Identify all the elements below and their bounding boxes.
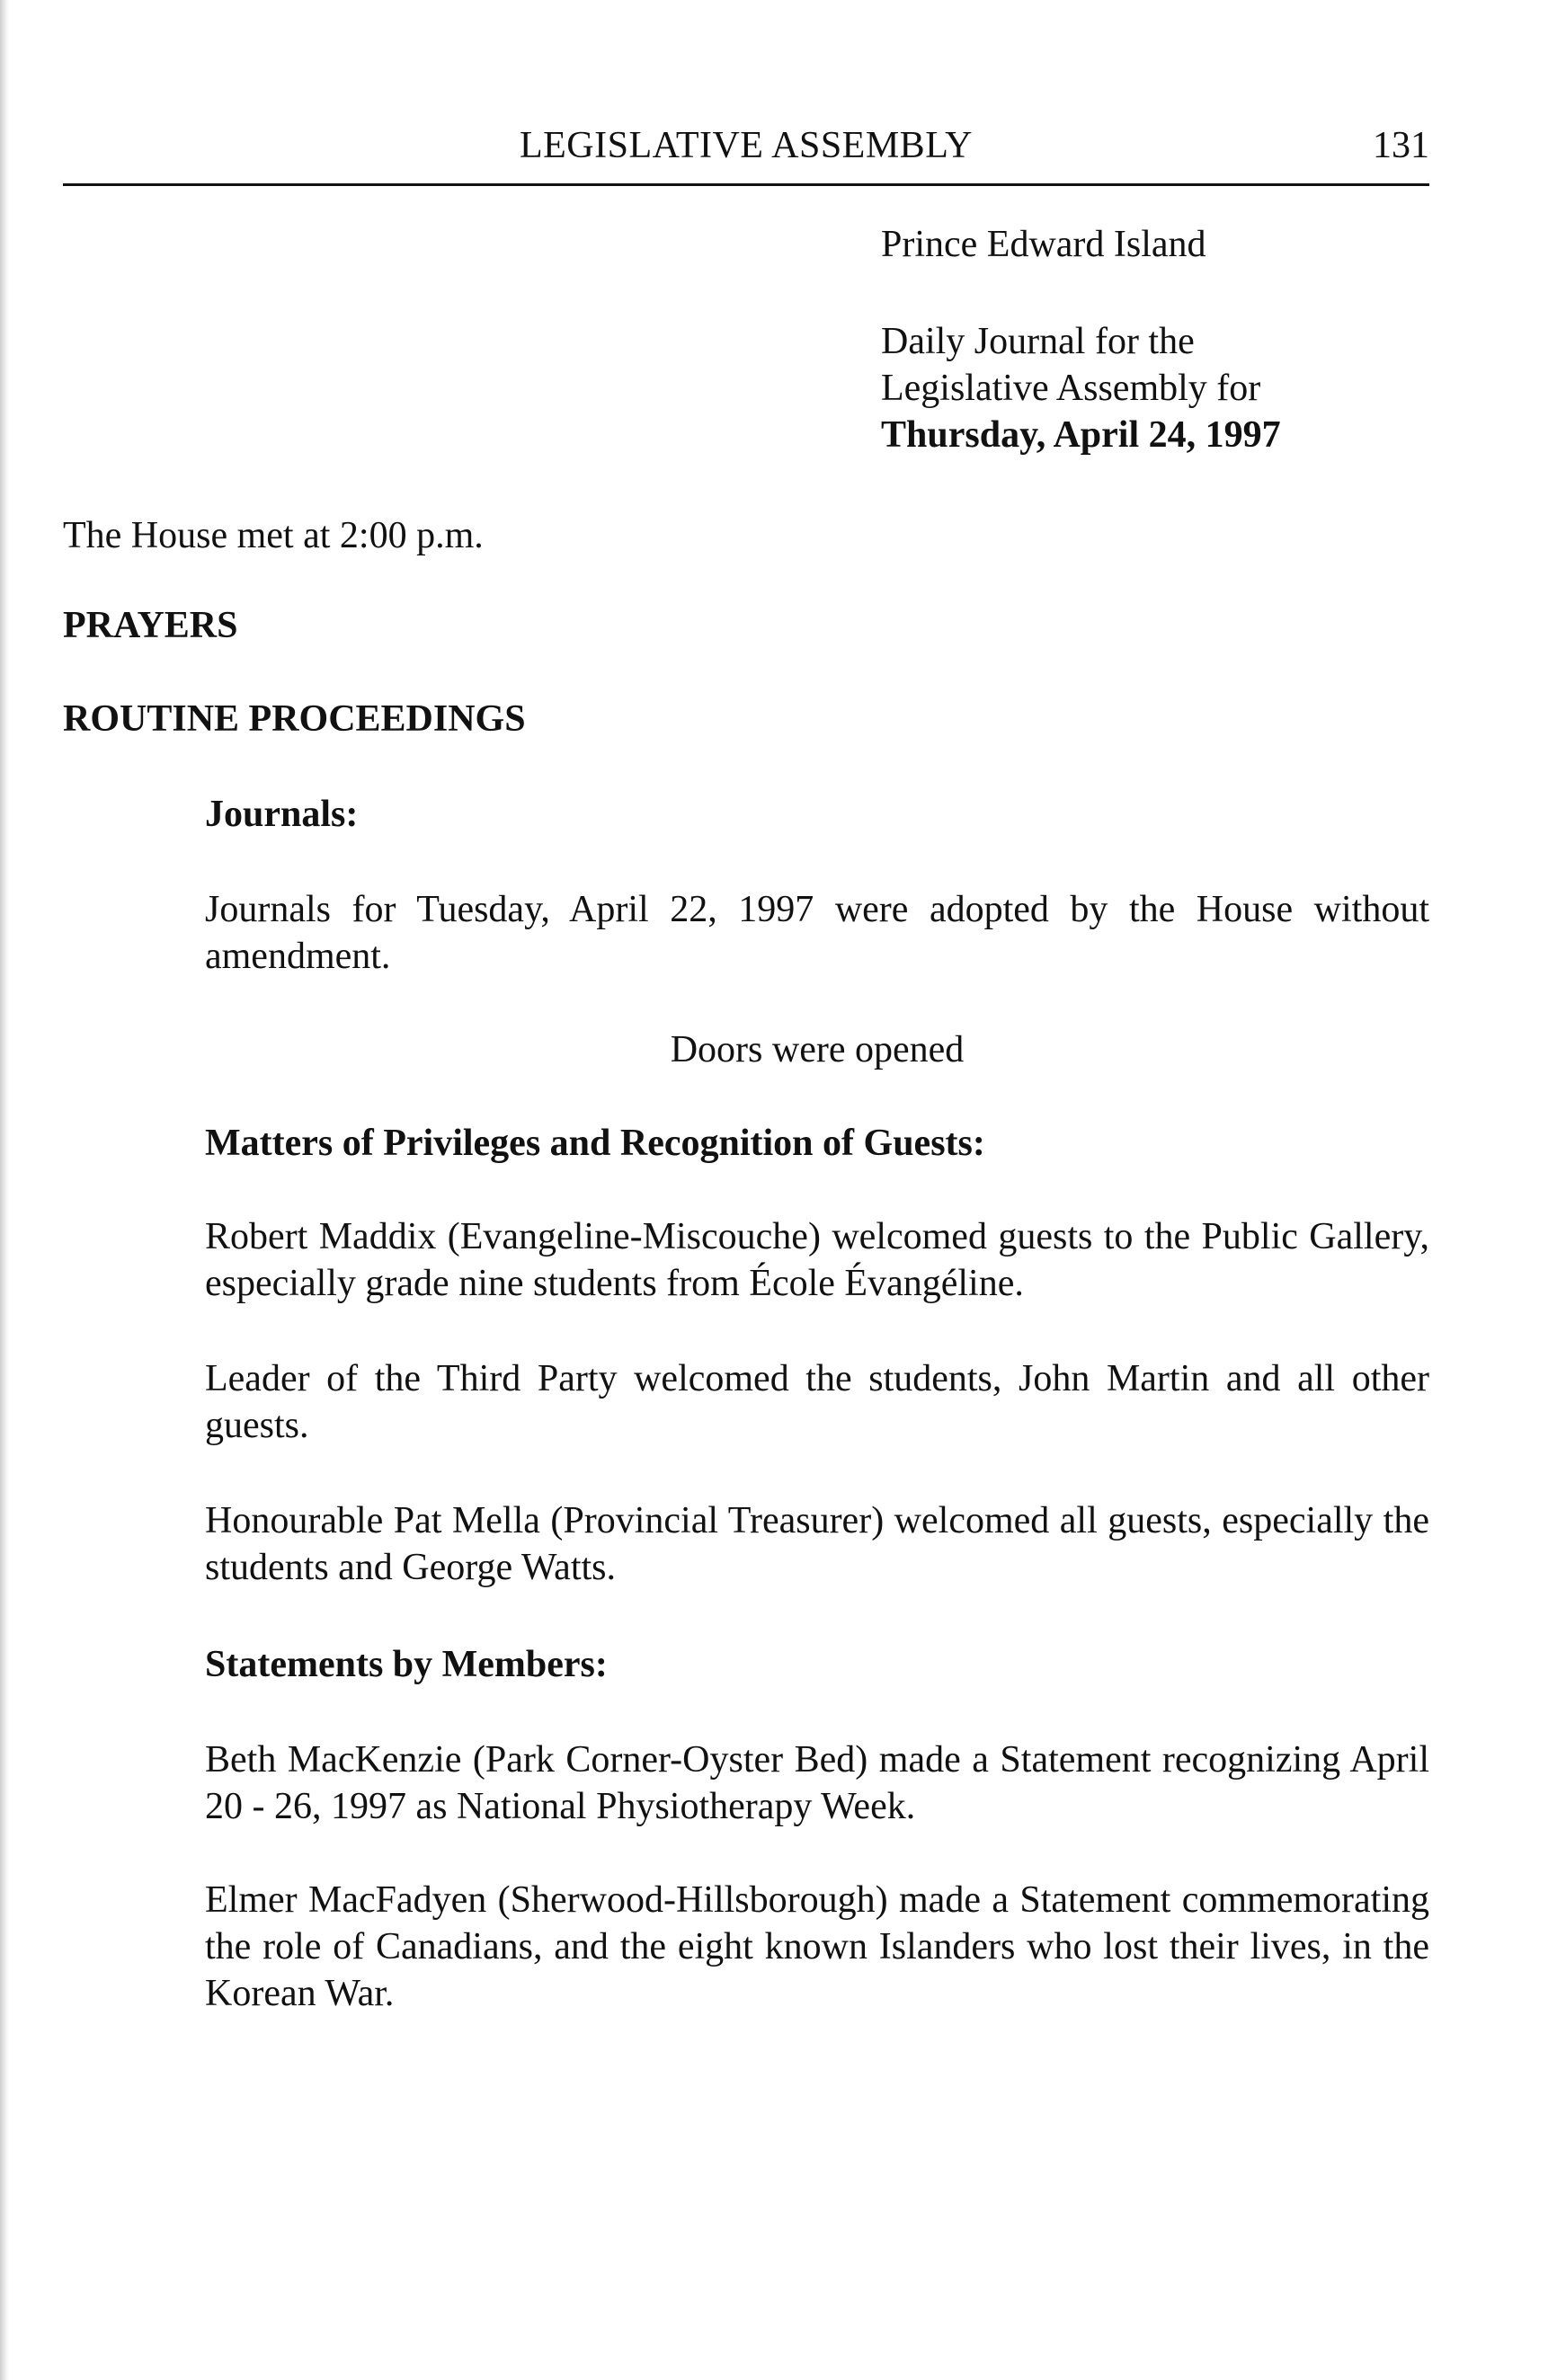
prayers-heading: PRAYERS [63, 605, 238, 646]
running-title: LEGISLATIVE ASSEMBLY [520, 125, 973, 166]
journal-title-line-1: Daily Journal for the [881, 321, 1195, 362]
scan-edge [0, 0, 9, 2380]
privileges-item-mella: Honourable Pat Mella (Provincial Treasurer) welcomed all guests, especially the students and George Watts. [205, 1500, 1429, 1588]
statements-heading: Statements by Members: [205, 1644, 608, 1685]
journals-paragraph: Journals for Tuesday, April 22, 1997 were adopted by the House without amendment. [205, 889, 1429, 977]
statement-item-mackenzie: Beth MacKenzie (Park Corner-Oyster Bed) made a Statement recognizing April 20 - 26, 1997 as National Physiotherapy Week. [205, 1739, 1429, 1827]
privileges-item-maddix: Robert Maddix (Evangeline-Miscouche) welcomed guests to the Public Gallery, especially grade nine students from École Évangéline. [205, 1216, 1429, 1304]
page-number: 131 [1373, 125, 1429, 166]
statement-item-macfadyen: Elmer MacFadyen (Sherwood-Hillsborough) made a Statement commemorating the role of Canadians, and the eight known Islanders who lost their lives, in the Korean War. [205, 1879, 1429, 2014]
sitting-date: Thursday, April 24, 1997 [881, 414, 1281, 456]
routine-proceedings-heading: ROUTINE PROCEEDINGS [63, 698, 526, 740]
journals-heading: Journals: [205, 794, 359, 835]
province-name: Prince Edward Island [881, 224, 1206, 265]
header-rule [63, 183, 1429, 186]
privileges-heading: Matters of Privileges and Recognition of Guests: [205, 1123, 985, 1164]
house-met-time: The House met at 2:00 p.m. [63, 515, 484, 556]
running-header [63, 122, 1429, 176]
privileges-item-third-party: Leader of the Third Party welcomed the students, John Martin and all other guests. [205, 1358, 1429, 1446]
journal-title-line-2: Legislative Assembly for [881, 368, 1261, 409]
doors-opened: Doors were opened [670, 1029, 965, 1070]
